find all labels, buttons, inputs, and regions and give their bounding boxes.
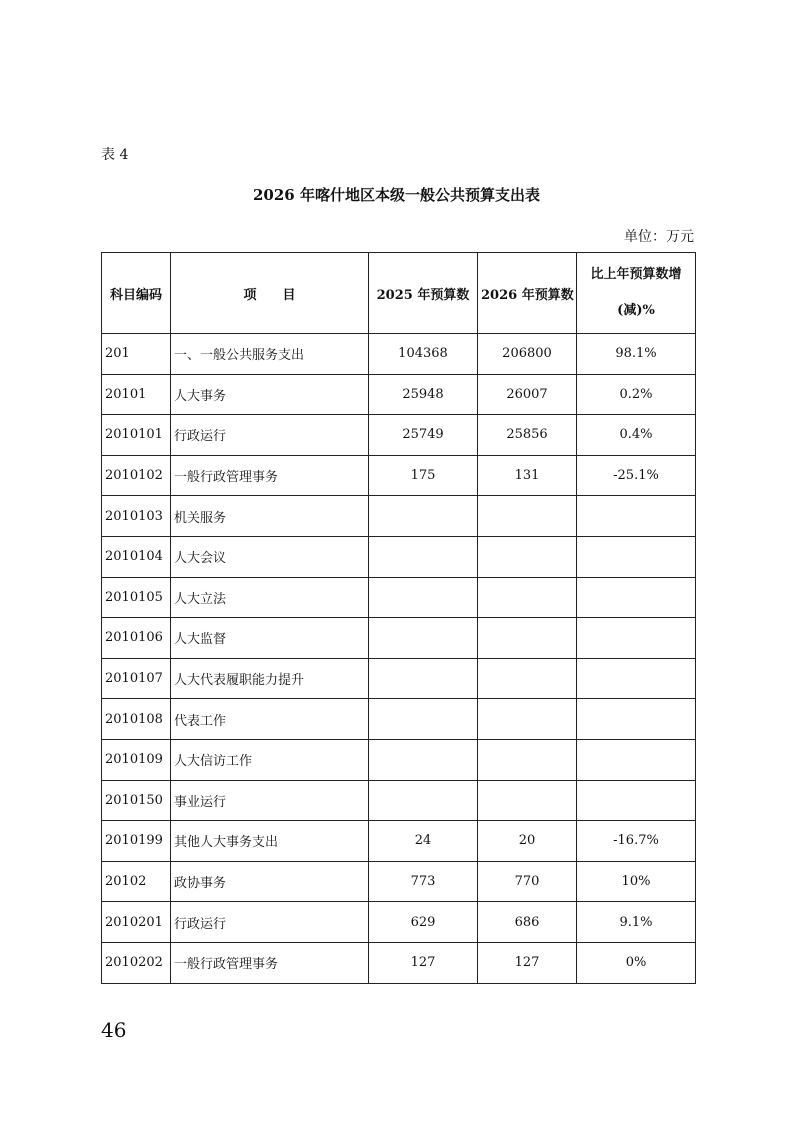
cell-item: 机关服务 (171, 496, 369, 537)
table-row (102, 699, 696, 740)
cell-change-percent (577, 536, 696, 577)
table-row (102, 577, 696, 618)
cell-budget-2025: 25948 (369, 374, 478, 415)
cell-change-percent: 0.2% (577, 374, 696, 415)
cell-budget-2026: 127 (478, 942, 577, 983)
table-row (102, 374, 696, 415)
cell-subject-code: 20102 (102, 861, 171, 902)
cell-budget-2025: 25749 (369, 415, 478, 456)
cell-budget-2026 (478, 658, 577, 699)
table-row (102, 618, 696, 659)
budget-table (101, 252, 696, 984)
cell-budget-2025 (369, 618, 478, 659)
cell-change-percent: 0% (577, 942, 696, 983)
header-budget-2025: 2025 年预算数 (369, 253, 478, 334)
unit-label: 单位：万元 (624, 229, 694, 245)
cell-change-percent: -25.1% (577, 455, 696, 496)
cell-budget-2025 (369, 536, 478, 577)
table-row (102, 780, 696, 821)
cell-budget-2025: 104368 (369, 334, 478, 375)
cell-budget-2025 (369, 780, 478, 821)
cell-item: 一般行政管理事务 (171, 455, 369, 496)
cell-item: 其他人大事务支出 (171, 821, 369, 862)
cell-budget-2026 (478, 618, 577, 659)
cell-item: 事业运行 (171, 780, 369, 821)
cell-budget-2025: 629 (369, 902, 478, 943)
cell-change-percent (577, 618, 696, 659)
table-body (102, 334, 696, 984)
cell-item: 行政运行 (171, 415, 369, 456)
cell-subject-code: 2010101 (102, 415, 171, 456)
cell-subject-code: 201 (102, 334, 171, 375)
cell-budget-2025 (369, 658, 478, 699)
cell-subject-code: 2010106 (102, 618, 171, 659)
cell-budget-2025 (369, 577, 478, 618)
cell-change-percent: 10% (577, 861, 696, 902)
cell-budget-2026: 131 (478, 455, 577, 496)
cell-budget-2026 (478, 496, 577, 537)
header-change-percent: 比上年预算数增(减)% (577, 253, 696, 334)
cell-change-percent (577, 699, 696, 740)
page-number: 46 (101, 1018, 127, 1042)
cell-budget-2026: 20 (478, 821, 577, 862)
table-row (102, 658, 696, 699)
cell-change-percent: 9.1% (577, 902, 696, 943)
cell-change-percent (577, 577, 696, 618)
cell-subject-code: 2010103 (102, 496, 171, 537)
table-row (102, 902, 696, 943)
cell-subject-code: 2010201 (102, 902, 171, 943)
cell-item: 一、一般公共服务支出 (171, 334, 369, 375)
table-row (102, 496, 696, 537)
table-row (102, 415, 696, 456)
cell-change-percent: 0.4% (577, 415, 696, 456)
header-subject-code: 科目编码 (102, 253, 171, 334)
table-row (102, 821, 696, 862)
cell-subject-code: 2010107 (102, 658, 171, 699)
cell-budget-2026 (478, 577, 577, 618)
cell-change-percent (577, 780, 696, 821)
cell-item: 行政运行 (171, 902, 369, 943)
cell-budget-2026 (478, 780, 577, 821)
header-row (102, 253, 696, 334)
cell-item: 政协事务 (171, 861, 369, 902)
cell-item: 人大事务 (171, 374, 369, 415)
cell-budget-2026: 26007 (478, 374, 577, 415)
cell-change-percent (577, 496, 696, 537)
cell-change-percent (577, 658, 696, 699)
cell-change-percent (577, 739, 696, 780)
cell-budget-2026 (478, 739, 577, 780)
cell-subject-code: 2010202 (102, 942, 171, 983)
table-label: 表 4 (101, 147, 129, 163)
cell-subject-code: 2010108 (102, 699, 171, 740)
cell-item: 人大会议 (171, 536, 369, 577)
cell-budget-2025: 175 (369, 455, 478, 496)
cell-subject-code: 2010104 (102, 536, 171, 577)
table-row (102, 739, 696, 780)
cell-item: 代表工作 (171, 699, 369, 740)
cell-budget-2025 (369, 496, 478, 537)
cell-item: 一般行政管理事务 (171, 942, 369, 983)
cell-item: 人大监督 (171, 618, 369, 659)
header-item: 项 目 (171, 253, 369, 334)
cell-budget-2025: 773 (369, 861, 478, 902)
header-budget-2026: 2026 年预算数 (478, 253, 577, 334)
cell-budget-2026: 206800 (478, 334, 577, 375)
cell-budget-2026 (478, 536, 577, 577)
table-row (102, 536, 696, 577)
cell-subject-code: 2010105 (102, 577, 171, 618)
table-row (102, 942, 696, 983)
cell-subject-code: 2010199 (102, 821, 171, 862)
table-header (102, 253, 696, 334)
cell-item: 人大代表履职能力提升 (171, 658, 369, 699)
table-row (102, 861, 696, 902)
cell-subject-code: 2010109 (102, 739, 171, 780)
cell-subject-code: 2010150 (102, 780, 171, 821)
cell-change-percent: -16.7% (577, 821, 696, 862)
cell-budget-2026: 25856 (478, 415, 577, 456)
table-row (102, 334, 696, 375)
document-title: 2026 年喀什地区本级一般公共预算支出表 (253, 186, 540, 204)
cell-item: 人大信访工作 (171, 739, 369, 780)
cell-change-percent: 98.1% (577, 334, 696, 375)
cell-budget-2026: 686 (478, 902, 577, 943)
cell-budget-2025: 24 (369, 821, 478, 862)
cell-item: 人大立法 (171, 577, 369, 618)
cell-budget-2026 (478, 699, 577, 740)
cell-budget-2025: 127 (369, 942, 478, 983)
cell-budget-2025 (369, 699, 478, 740)
cell-subject-code: 20101 (102, 374, 171, 415)
cell-subject-code: 2010102 (102, 455, 171, 496)
cell-budget-2026: 770 (478, 861, 577, 902)
table-row (102, 455, 696, 496)
cell-budget-2025 (369, 739, 478, 780)
